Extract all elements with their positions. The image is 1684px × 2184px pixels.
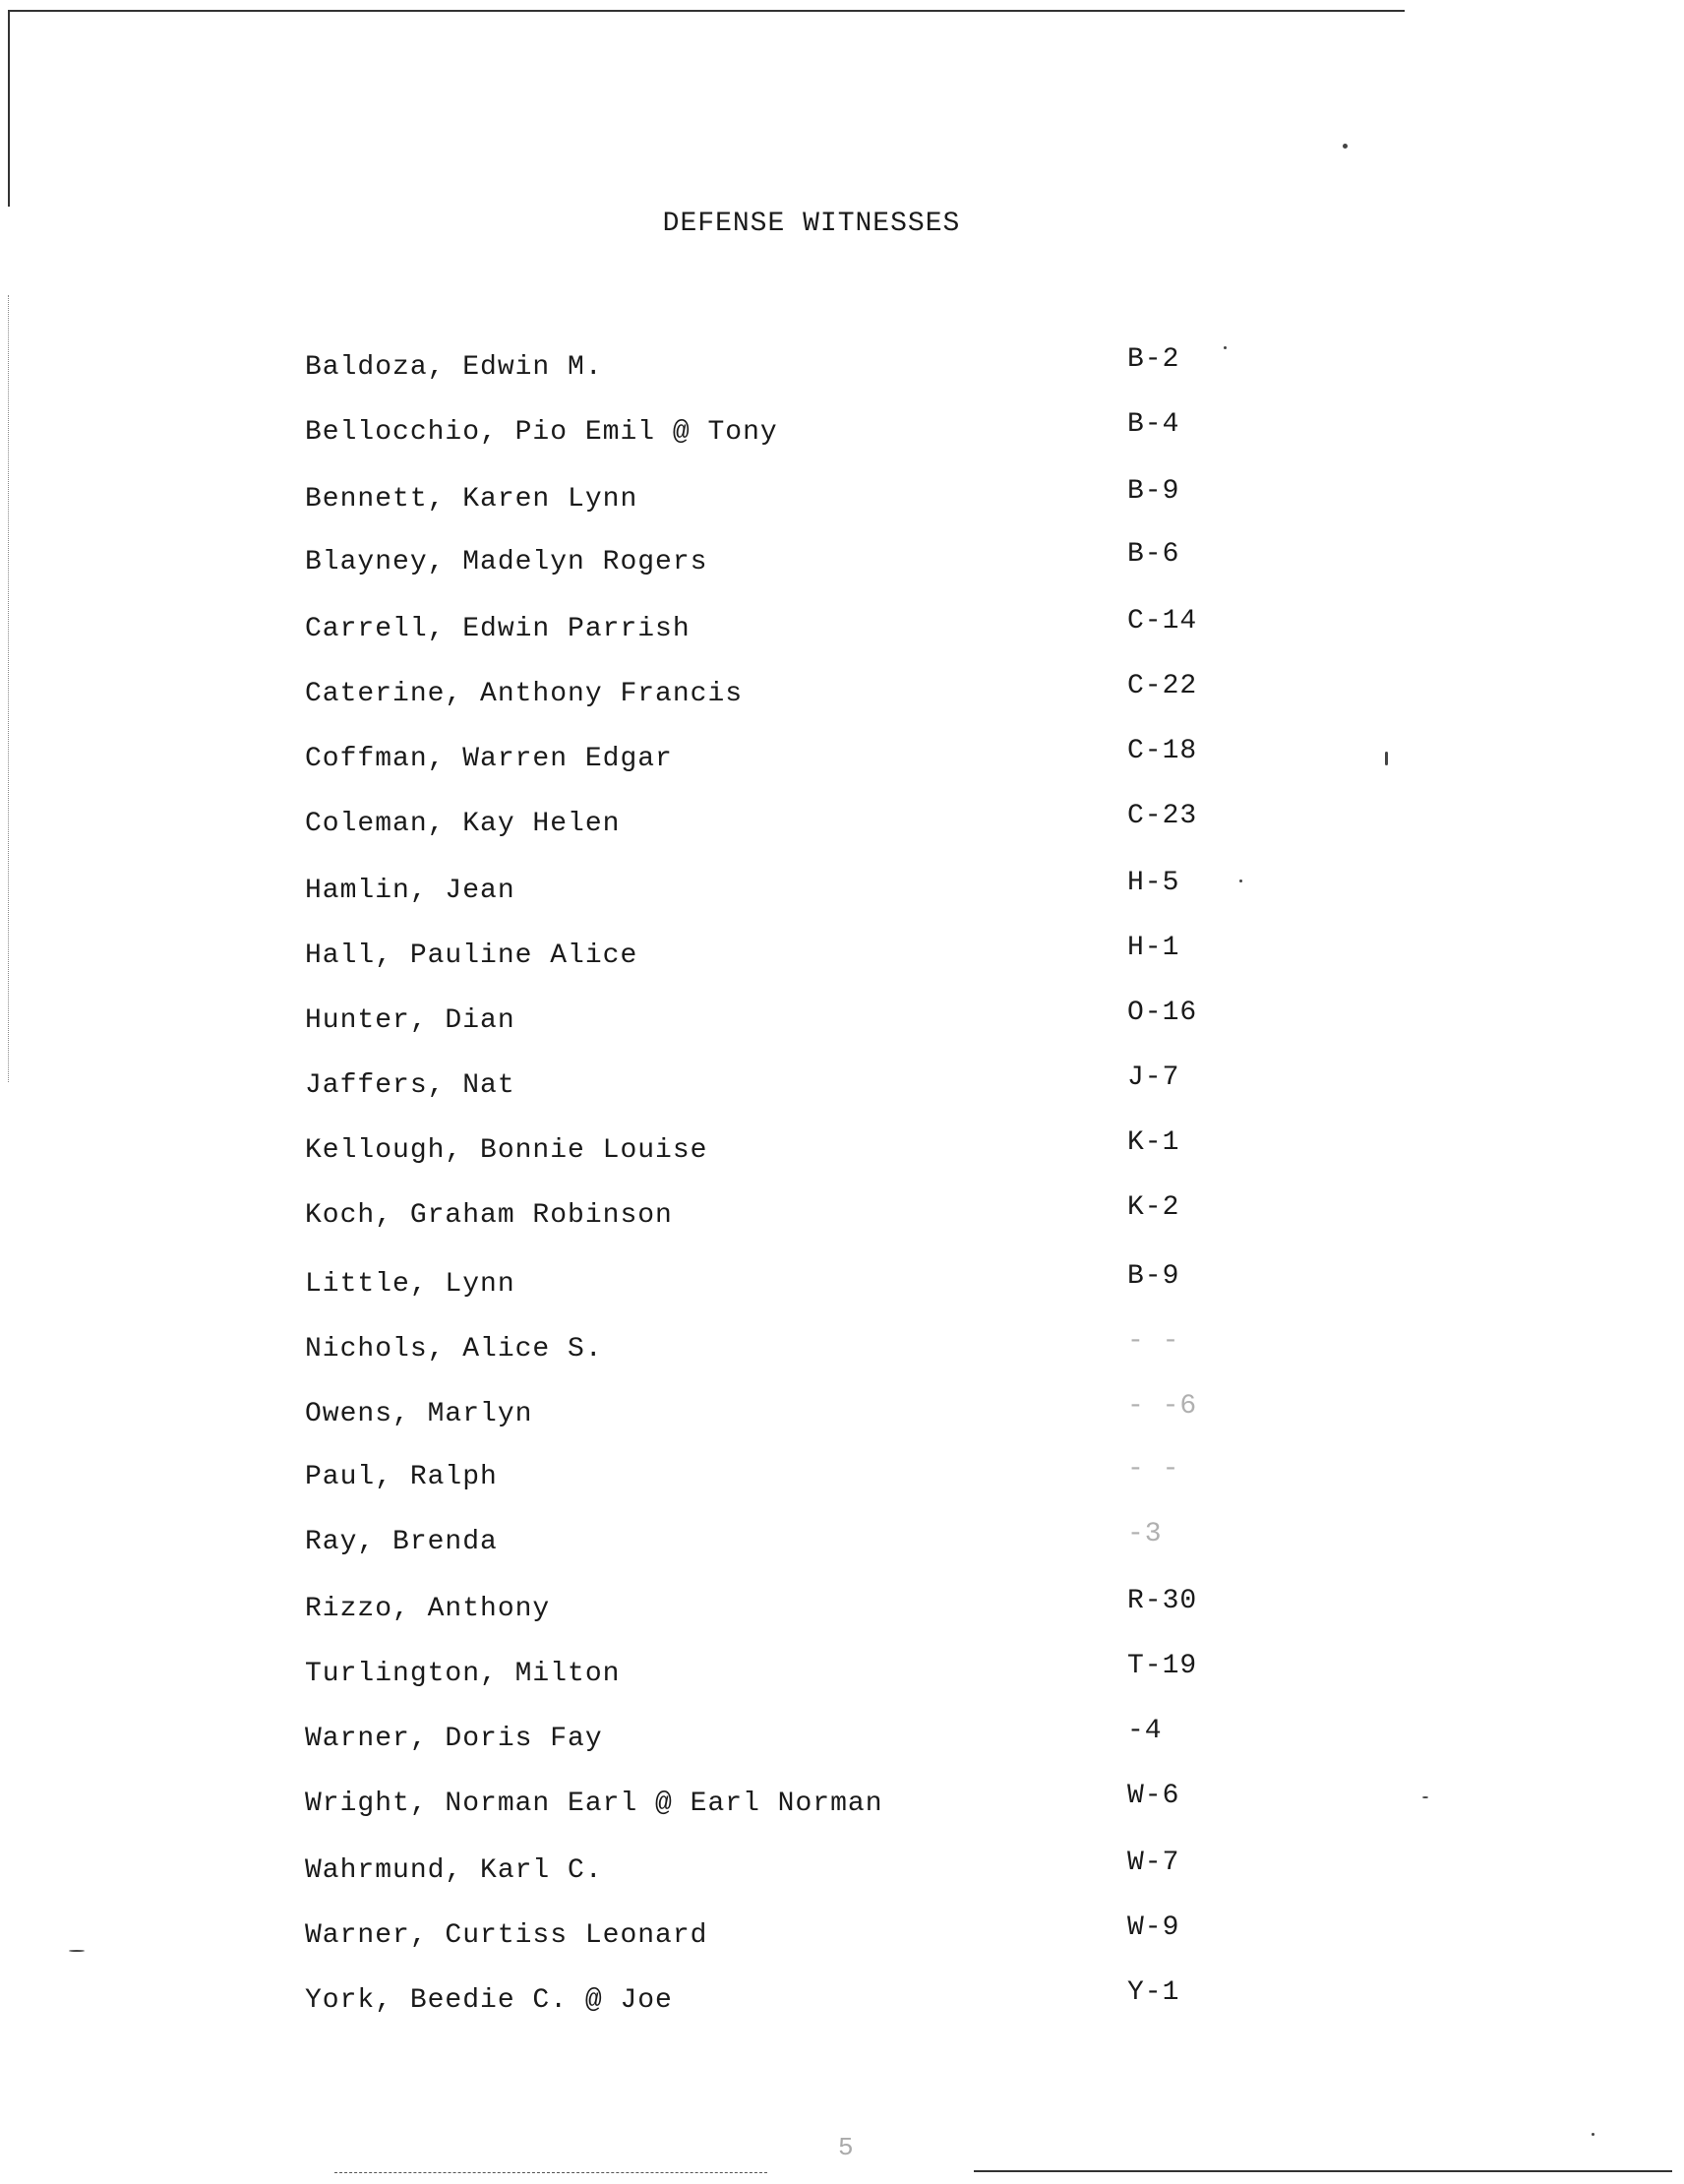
witness-name: Warner, Curtiss Leonard xyxy=(305,1920,708,1951)
witness-name: Owens, Marlyn xyxy=(305,1399,533,1429)
witness-code: T-19 xyxy=(1127,1651,1198,1681)
scan-edge-top xyxy=(8,10,1405,12)
witness-row xyxy=(0,1326,1684,1373)
witness-name: Turlington, Milton xyxy=(305,1659,621,1689)
witness-code: C-18 xyxy=(1127,736,1198,766)
witness-name: Little, Lynn xyxy=(305,1269,515,1300)
witness-row xyxy=(0,344,1684,392)
scan-edge-bottom-left xyxy=(334,2172,767,2173)
scan-speck xyxy=(1224,346,1227,349)
witness-row xyxy=(0,933,1684,980)
witness-code: B-9 xyxy=(1127,476,1180,507)
witness-code: W-7 xyxy=(1127,1848,1180,1878)
witness-name: York, Beedie C. @ Joe xyxy=(305,1985,673,2016)
witness-row xyxy=(0,539,1684,586)
witness-name: Caterine, Anthony Francis xyxy=(305,679,744,709)
witness-row xyxy=(0,476,1684,523)
witness-name: Hunter, Dian xyxy=(305,1005,515,1036)
witness-row xyxy=(0,1651,1684,1698)
witness-row xyxy=(0,1062,1684,1110)
witness-name: Bellocchio, Pio Emil @ Tony xyxy=(305,417,778,448)
scan-speck xyxy=(1592,2133,1594,2136)
witness-code: K-2 xyxy=(1127,1192,1180,1223)
witness-code: H-1 xyxy=(1127,933,1180,963)
witness-name: Carrell, Edwin Parrish xyxy=(305,614,691,644)
witness-row xyxy=(0,1127,1684,1175)
witness-name: Coffman, Warren Edgar xyxy=(305,744,673,774)
witness-name: Rizzo, Anthony xyxy=(305,1594,551,1624)
witness-code: W-9 xyxy=(1127,1912,1180,1943)
witness-row xyxy=(0,1848,1684,1895)
witness-name: Nichols, Alice S. xyxy=(305,1334,603,1365)
witness-code: B-4 xyxy=(1127,409,1180,440)
witness-row xyxy=(0,1261,1684,1308)
witness-code: K-1 xyxy=(1127,1127,1180,1158)
scan-edge-bottom-right xyxy=(974,2170,1672,2172)
witness-row xyxy=(0,409,1684,456)
witness-code: - -6 xyxy=(1127,1391,1198,1422)
witness-name: Baldoza, Edwin M. xyxy=(305,352,603,383)
witness-row xyxy=(0,1454,1684,1501)
witness-code: J-7 xyxy=(1127,1062,1180,1093)
witness-row xyxy=(0,1519,1684,1566)
witness-name: Bennett, Karen Lynn xyxy=(305,484,638,515)
witness-row xyxy=(0,736,1684,783)
witness-row xyxy=(0,1977,1684,2025)
witness-row xyxy=(0,868,1684,915)
witness-name: Kellough, Bonnie Louise xyxy=(305,1135,708,1166)
witness-name: Coleman, Kay Helen xyxy=(305,809,621,839)
witness-name: Wright, Norman Earl @ Earl Norman xyxy=(305,1789,883,1819)
witness-code: - - xyxy=(1127,1326,1180,1357)
witness-code: Y-1 xyxy=(1127,1977,1180,2008)
witness-row xyxy=(0,1586,1684,1633)
witness-code: B-2 xyxy=(1127,344,1180,375)
witness-code: C-22 xyxy=(1127,671,1198,701)
witness-code: - - xyxy=(1127,1454,1180,1485)
witness-code: O-16 xyxy=(1127,998,1198,1028)
witness-name: Paul, Ralph xyxy=(305,1462,498,1492)
witness-row xyxy=(0,1716,1684,1763)
witness-code: B-9 xyxy=(1127,1261,1180,1292)
witness-name: Wahrmund, Karl C. xyxy=(305,1855,603,1886)
witness-code: H-5 xyxy=(1127,868,1180,898)
witness-code: -4 xyxy=(1127,1716,1163,1746)
witness-name: Koch, Graham Robinson xyxy=(305,1200,673,1231)
page-title: DEFENSE WITNESSES xyxy=(662,209,961,239)
witness-row xyxy=(0,1391,1684,1438)
witness-name: Blayney, Madelyn Rogers xyxy=(305,547,708,577)
witness-code: B-6 xyxy=(1127,539,1180,570)
witness-row xyxy=(0,606,1684,653)
witness-row xyxy=(0,801,1684,848)
witness-row xyxy=(0,998,1684,1045)
witness-name: Ray, Brenda xyxy=(305,1527,498,1557)
witness-code: W-6 xyxy=(1127,1781,1180,1811)
witness-code: R-30 xyxy=(1127,1586,1198,1616)
witness-code: C-23 xyxy=(1127,801,1198,831)
witness-name: Hamlin, Jean xyxy=(305,876,515,906)
witness-row xyxy=(0,1192,1684,1240)
scan-speck xyxy=(1343,144,1348,149)
witness-row xyxy=(0,1781,1684,1828)
witness-row xyxy=(0,1912,1684,1960)
witness-row xyxy=(0,671,1684,718)
witness-name: Warner, Doris Fay xyxy=(305,1724,603,1754)
witness-code: C-14 xyxy=(1127,606,1198,637)
witness-name: Hall, Pauline Alice xyxy=(305,940,638,971)
scan-edge-left xyxy=(8,10,10,207)
witness-name: Jaffers, Nat xyxy=(305,1070,515,1101)
page-number: 5 xyxy=(838,2133,854,2162)
witness-code: -3 xyxy=(1127,1519,1163,1549)
